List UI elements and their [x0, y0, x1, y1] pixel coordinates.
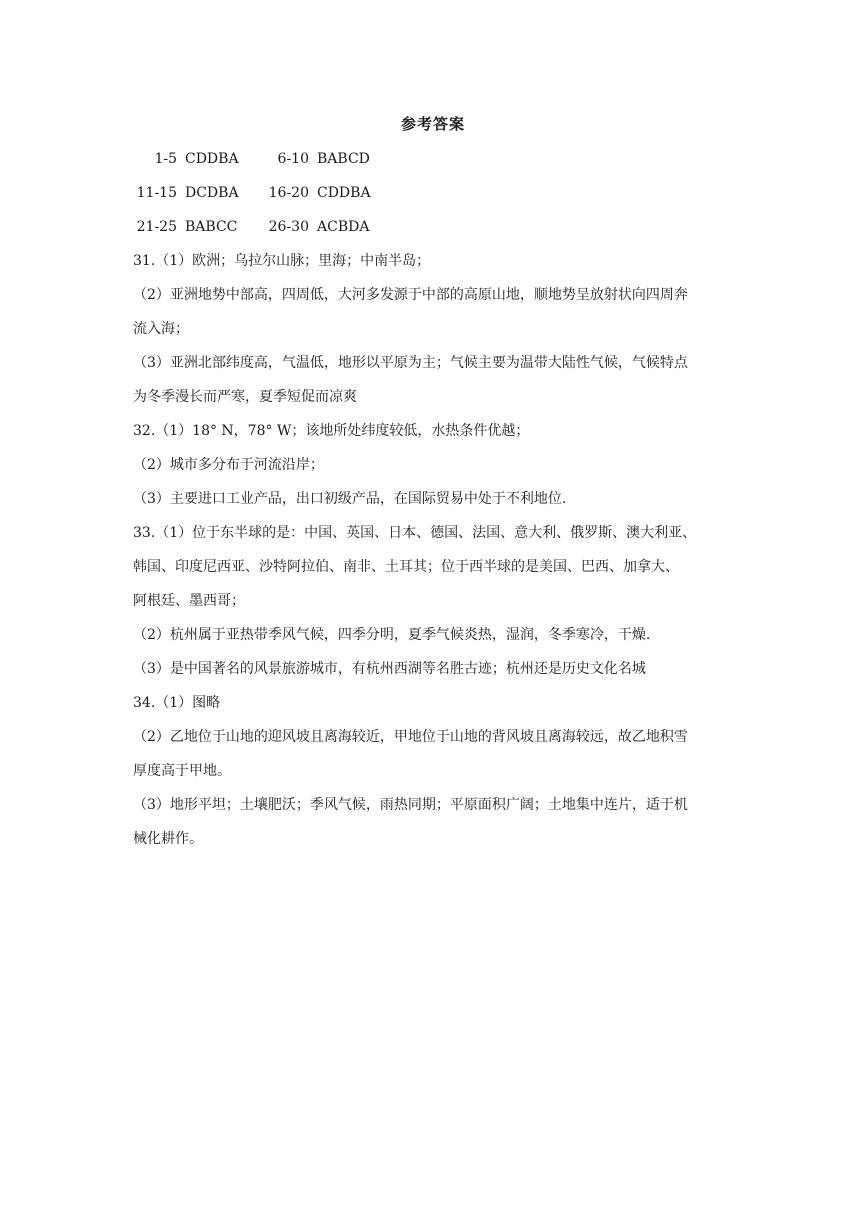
mc-range: 1-5 [154, 151, 177, 167]
q34-part2-line2: 厚度高于甲地。 [133, 763, 231, 779]
q31-part3-line2: 为冬季漫长而严寒，夏季短促而凉爽 [133, 389, 357, 405]
mc-answers: DCDBA [185, 185, 239, 201]
mc-answer-row [133, 142, 733, 176]
q32-part2: （2）城市多分布于河流沿岸； [133, 457, 324, 473]
mc-answer-row [133, 176, 733, 210]
mc-answers: BABCD [317, 151, 370, 167]
q32-part1: 32.（1）18° N，78° W；该地所处纬度较低，水热条件优越； [133, 423, 530, 439]
q32-part3: （3）主要进口工业产品，出口初级产品，在国际贸易中处于不利地位. [133, 491, 567, 507]
mc-answers: ACBDA [317, 219, 370, 235]
q31-part2-line1: （2）亚洲地势中部高，四周低，大河多发源于中部的高原山地，顺地势呈放射状向四周奔 [133, 287, 688, 303]
q31-part1: 31.（1）欧洲；乌拉尔山脉；里海；中南半岛； [133, 253, 431, 269]
q34-part3-line1: （3）地形平坦；土壤肥沃；季风气候，雨热同期；平原面积广阔；土地集中连片，适于机 [133, 797, 688, 813]
mc-answers: CDDBA [185, 151, 239, 167]
q34-part3-line2: 械化耕作。 [133, 831, 203, 847]
answer-document [133, 112, 733, 856]
q33-part2: （2）杭州属于亚热带季风气候，四季分明，夏季气候炎热，湿润，冬季寒冷，干燥. [133, 627, 651, 643]
mc-range: 6-10 [277, 151, 309, 167]
mc-range: 21-25 [136, 219, 177, 235]
q31-part3-line1: （3）亚洲北部纬度高，气温低，地形以平原为主；气候主要为温带大陆性气候，气候特点 [133, 355, 688, 371]
q33-part1-line1: 33.（1）位于东半球的是：中国、英国、日本、德国、法国、意大利、俄罗斯、澳大利亚、 [133, 525, 697, 541]
mc-answers: BABCC [185, 219, 238, 235]
q34-part1: 34.（1）图略 [133, 695, 221, 711]
mc-range: 11-15 [136, 185, 177, 201]
q34-part2-line1: （2）乙地位于山地的迎风坡且离海较近，甲地位于山地的背风坡且离海较远，故乙地积雪 [133, 729, 688, 745]
mc-range: 26-30 [268, 219, 309, 235]
q33-part1-line2: 韩国、印度尼西亚、沙特阿拉伯、南非、土耳其；位于西半球的是美国、巴西、加拿大、 [133, 559, 679, 575]
mc-range: 16-20 [268, 185, 309, 201]
q33-part1-line3: 阿根廷、墨西哥； [133, 593, 245, 609]
q33-part3: （3）是中国著名的风景旅游城市，有杭州西湖等名胜古迹；杭州还是历史文化名城 [133, 661, 646, 677]
mc-answers: CDDBA [317, 185, 371, 201]
mc-answer-row [133, 210, 733, 244]
q31-part2-line2: 流入海； [133, 321, 189, 337]
document-title: 参考答案 [400, 115, 465, 133]
